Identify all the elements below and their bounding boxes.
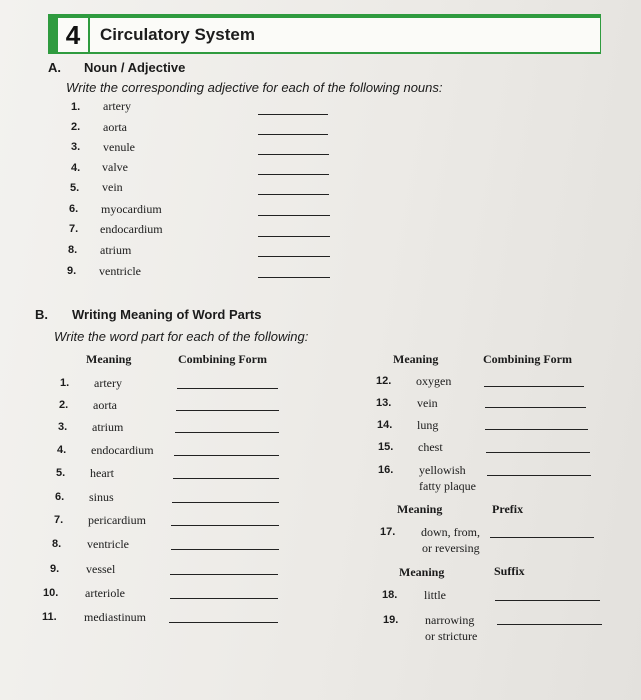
meaning-word: arteriole	[85, 586, 125, 600]
meaning-word-line2: or stricture	[425, 629, 478, 643]
meaning-word: endocardium	[91, 443, 154, 457]
answer-blank[interactable]	[258, 174, 329, 175]
answer-blank[interactable]	[485, 407, 586, 408]
answer-blank[interactable]	[176, 410, 279, 411]
chapter-number: 4	[58, 18, 88, 52]
noun-word: endocardium	[100, 222, 163, 236]
answer-blank[interactable]	[495, 600, 600, 601]
section-a-letter: A.	[48, 60, 61, 75]
item-number: 9.	[50, 563, 60, 575]
column-header-meaning: Meaning	[86, 352, 132, 366]
meaning-word: sinus	[89, 490, 114, 504]
noun-word: venule	[103, 140, 135, 154]
noun-word: myocardium	[101, 202, 162, 216]
answer-blank[interactable]	[170, 598, 278, 599]
meaning-word: oxygen	[416, 374, 452, 388]
meaning-word: lung	[417, 418, 439, 432]
item-number: 1.	[71, 101, 81, 113]
noun-word: artery	[103, 99, 131, 113]
answer-blank[interactable]	[171, 525, 279, 526]
column-header-combining-form: Combining Form	[178, 352, 268, 366]
item-number: 6.	[55, 491, 65, 503]
column-header-suffix: Suffix	[494, 564, 525, 578]
section-a-title: Noun / Adjective	[84, 60, 186, 75]
answer-blank[interactable]	[177, 388, 278, 389]
meaning-word: little	[424, 588, 446, 602]
meaning-word: artery	[94, 376, 122, 390]
answer-blank[interactable]	[258, 215, 330, 216]
item-number: 4.	[71, 162, 81, 174]
item-number: 15.	[378, 441, 394, 453]
meaning-word: heart	[90, 466, 114, 480]
chapter-title: Circulatory System	[90, 18, 600, 52]
column-header-combining-form-right: Combining Form	[483, 352, 573, 366]
answer-blank[interactable]	[487, 475, 591, 476]
item-number: 2.	[71, 121, 81, 133]
noun-word: vein	[102, 180, 123, 194]
meaning-word-line2: fatty plaque	[419, 479, 476, 493]
item-number: 19.	[383, 614, 399, 626]
meaning-word-line2: or reversing	[422, 541, 480, 555]
item-number: 17.	[380, 526, 396, 538]
noun-word: atrium	[100, 243, 132, 257]
item-number: 6.	[69, 203, 79, 215]
meaning-word: vein	[417, 396, 438, 410]
meaning-word: pericardium	[88, 513, 146, 527]
section-b-instruction: Write the word part for each of the following:	[54, 329, 309, 344]
answer-blank[interactable]	[175, 432, 279, 433]
answer-blank[interactable]	[169, 622, 278, 623]
meaning-word: mediastinum	[84, 610, 146, 624]
answer-blank[interactable]	[170, 574, 278, 575]
item-number: 11.	[42, 611, 57, 623]
item-number: 3.	[58, 421, 68, 433]
meaning-word: narrowing	[425, 613, 475, 627]
item-number: 16.	[378, 464, 394, 476]
answer-blank[interactable]	[258, 154, 329, 155]
column-header-prefix: Prefix	[492, 502, 524, 516]
noun-word: aorta	[103, 120, 127, 134]
answer-blank[interactable]	[171, 549, 279, 550]
item-number: 12.	[376, 375, 392, 387]
meaning-word: yellowish	[419, 463, 466, 477]
item-number: 7.	[54, 514, 64, 526]
section-b-letter: B.	[35, 307, 48, 322]
item-number: 13.	[376, 397, 392, 409]
meaning-word: chest	[418, 440, 443, 454]
item-number: 9.	[67, 265, 77, 277]
answer-blank[interactable]	[258, 256, 330, 257]
section-a-instruction: Write the corresponding adjective for each of the following nouns:	[66, 80, 443, 95]
meaning-word: atrium	[92, 420, 124, 434]
item-number: 5.	[70, 182, 80, 194]
answer-blank[interactable]	[490, 537, 594, 538]
answer-blank[interactable]	[486, 452, 590, 453]
answer-blank[interactable]	[258, 277, 330, 278]
item-number: 1.	[60, 377, 70, 389]
answer-blank[interactable]	[173, 478, 279, 479]
answer-blank[interactable]	[484, 386, 584, 387]
answer-blank[interactable]	[174, 455, 279, 456]
item-number: 18.	[382, 589, 398, 601]
answer-blank[interactable]	[258, 194, 329, 195]
item-number: 2.	[59, 399, 69, 411]
item-number: 10.	[43, 587, 59, 599]
meaning-word: down, from,	[421, 525, 480, 539]
item-number: 5.	[56, 467, 66, 479]
column-header-meaning-right: Meaning	[393, 352, 439, 366]
answer-blank[interactable]	[172, 502, 279, 503]
noun-word: valve	[102, 160, 128, 174]
noun-word: ventricle	[99, 264, 141, 278]
answer-blank[interactable]	[485, 429, 588, 430]
item-number: 7.	[69, 223, 79, 235]
item-number: 3.	[71, 141, 81, 153]
section-b-title: Writing Meaning of Word Parts	[72, 307, 262, 322]
meaning-word: ventricle	[87, 537, 129, 551]
answer-blank[interactable]	[258, 134, 328, 135]
column-header-meaning-prefix: Meaning	[397, 502, 443, 516]
item-number: 4.	[57, 444, 67, 456]
column-header-meaning-suffix: Meaning	[399, 565, 445, 579]
item-number: 14.	[377, 419, 393, 431]
answer-blank[interactable]	[497, 624, 602, 625]
item-number: 8.	[68, 244, 78, 256]
answer-blank[interactable]	[258, 114, 328, 115]
answer-blank[interactable]	[258, 236, 330, 237]
meaning-word: vessel	[86, 562, 116, 576]
meaning-word: aorta	[93, 398, 117, 412]
item-number: 8.	[52, 538, 62, 550]
